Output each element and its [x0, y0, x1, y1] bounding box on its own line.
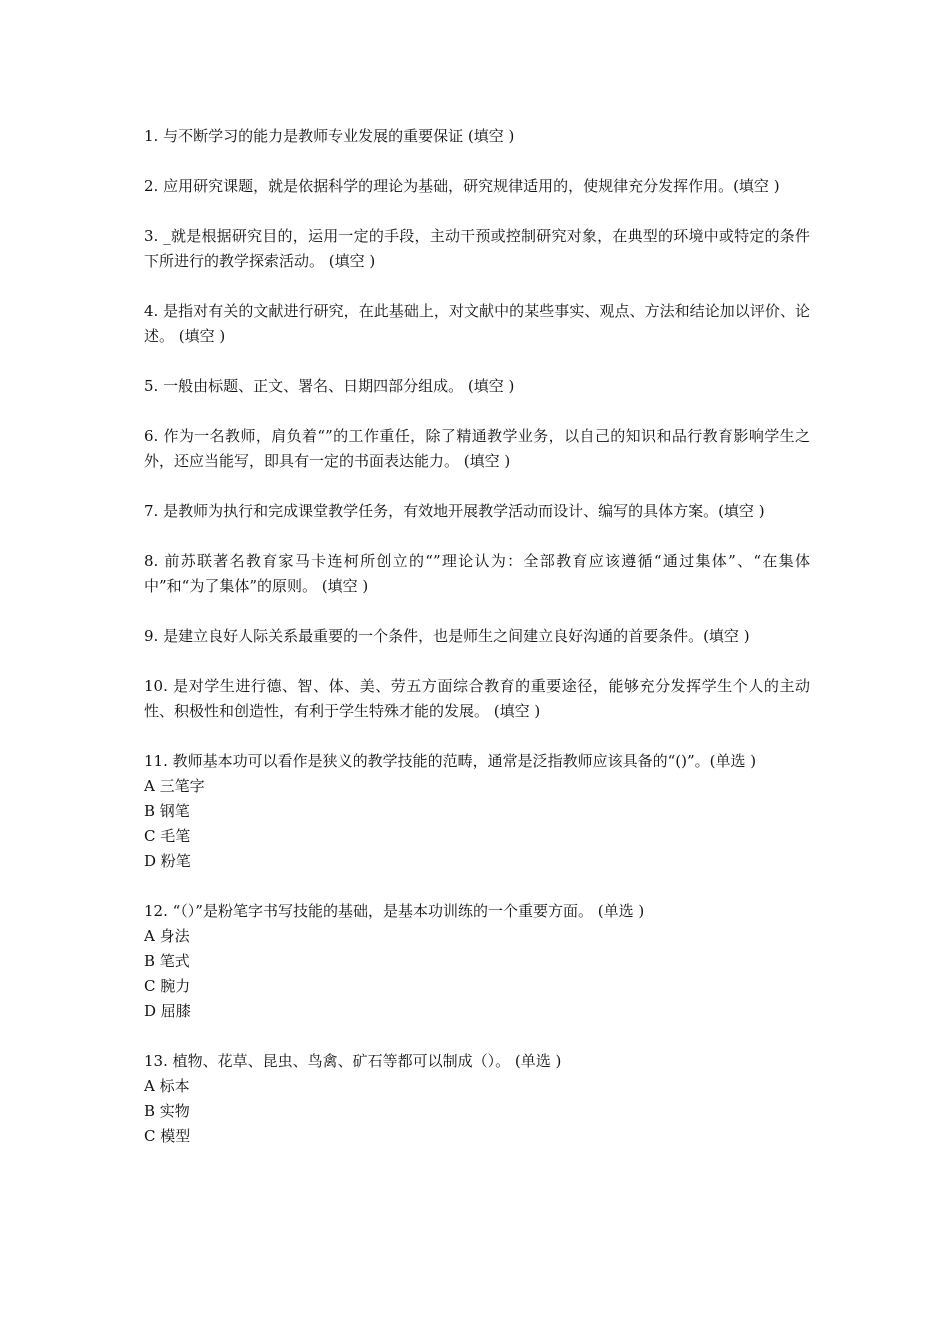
question-text: 13. 植物、花草、昆虫、鸟禽、矿石等都可以制成（）。 (单选 )	[144, 1052, 562, 1070]
answer-option: D 粉笔	[144, 852, 191, 870]
question-item	[144, 749, 810, 874]
question-item	[144, 674, 810, 724]
answer-option: A 三笔字	[144, 777, 205, 795]
question-text: 3. _就是根据研究目的，运用一定的手段，主动干预或控制研究对象，在典型的环境中或特定的条件下所进行的教学探索活动。 (填空 )	[144, 227, 810, 270]
answer-option: D 屈膝	[144, 1002, 191, 1020]
question-text: 12. “（）”是粉笔字书写技能的基础，是基本功训练的一个重要方面。 (单选 )	[144, 902, 645, 920]
question-item	[144, 499, 810, 524]
question-text: 5. 一般由标题、正文、署名、日期四部分组成。 (填空 )	[144, 377, 515, 395]
answer-option: B 实物	[144, 1102, 190, 1120]
question-item	[144, 299, 810, 349]
answer-option: A 身法	[144, 927, 190, 945]
question-item	[144, 1049, 810, 1149]
question-item	[144, 124, 810, 149]
question-item	[144, 899, 810, 1024]
question-text: 4. 是指对有关的文献进行研究，在此基础上，对文献中的某些事实、观点、方法和结论加以评价、论述。 (填空 )	[144, 302, 810, 345]
answer-option: C 腕力	[144, 977, 191, 995]
question-item	[144, 224, 810, 274]
question-text: 11. 教师基本功可以看作是狭义的教学技能的范畴，通常是泛指教师应该具备的“()”。(单选 )	[144, 752, 757, 770]
question-item	[144, 174, 810, 199]
question-text: 10. 是对学生进行德、智、体、美、劳五方面综合教育的重要途径，能够充分发挥学生个人的主动性、积极性和创造性，有利于学生特殊才能的发展。 (填空 )	[144, 677, 810, 720]
question-text: 9. 是建立良好人际关系最重要的一个条件，也是师生之间建立良好沟通的首要条件。(填空 )	[144, 627, 750, 645]
question-item	[144, 549, 810, 599]
question-text: 7. 是教师为执行和完成课堂教学任务，有效地开展教学活动而设计、编写的具体方案。(填空 )	[144, 502, 765, 520]
answer-option: B 钢笔	[144, 802, 190, 820]
answer-option: C 毛笔	[144, 827, 191, 845]
question-item	[144, 624, 810, 649]
question-item	[144, 424, 810, 474]
answer-option: C 模型	[144, 1127, 191, 1145]
answer-option: B 笔式	[144, 952, 190, 970]
question-text: 2. 应用研究课题，就是依据科学的理论为基础，研究规律适用的，使规律充分发挥作用。(填空 )	[144, 177, 780, 195]
question-text: 8. 前苏联著名教育家马卡连柯所创立的“”理论认为：全部教育应该遵循“通过集体”、“在集体中”和“为了集体”的原则。 (填空 )	[144, 552, 810, 595]
question-list	[144, 124, 810, 1174]
question-text: 6. 作为一名教师，肩负着“”的工作重任，除了精通教学业务，以自己的知识和品行教育影响学生之外，还应当能写，即具有一定的书面表达能力。 (填空 )	[144, 427, 810, 470]
question-text: 1. 与不断学习的能力是教师专业发展的重要保证 (填空 )	[144, 127, 515, 145]
answer-option: A 标本	[144, 1077, 190, 1095]
question-item	[144, 374, 810, 399]
